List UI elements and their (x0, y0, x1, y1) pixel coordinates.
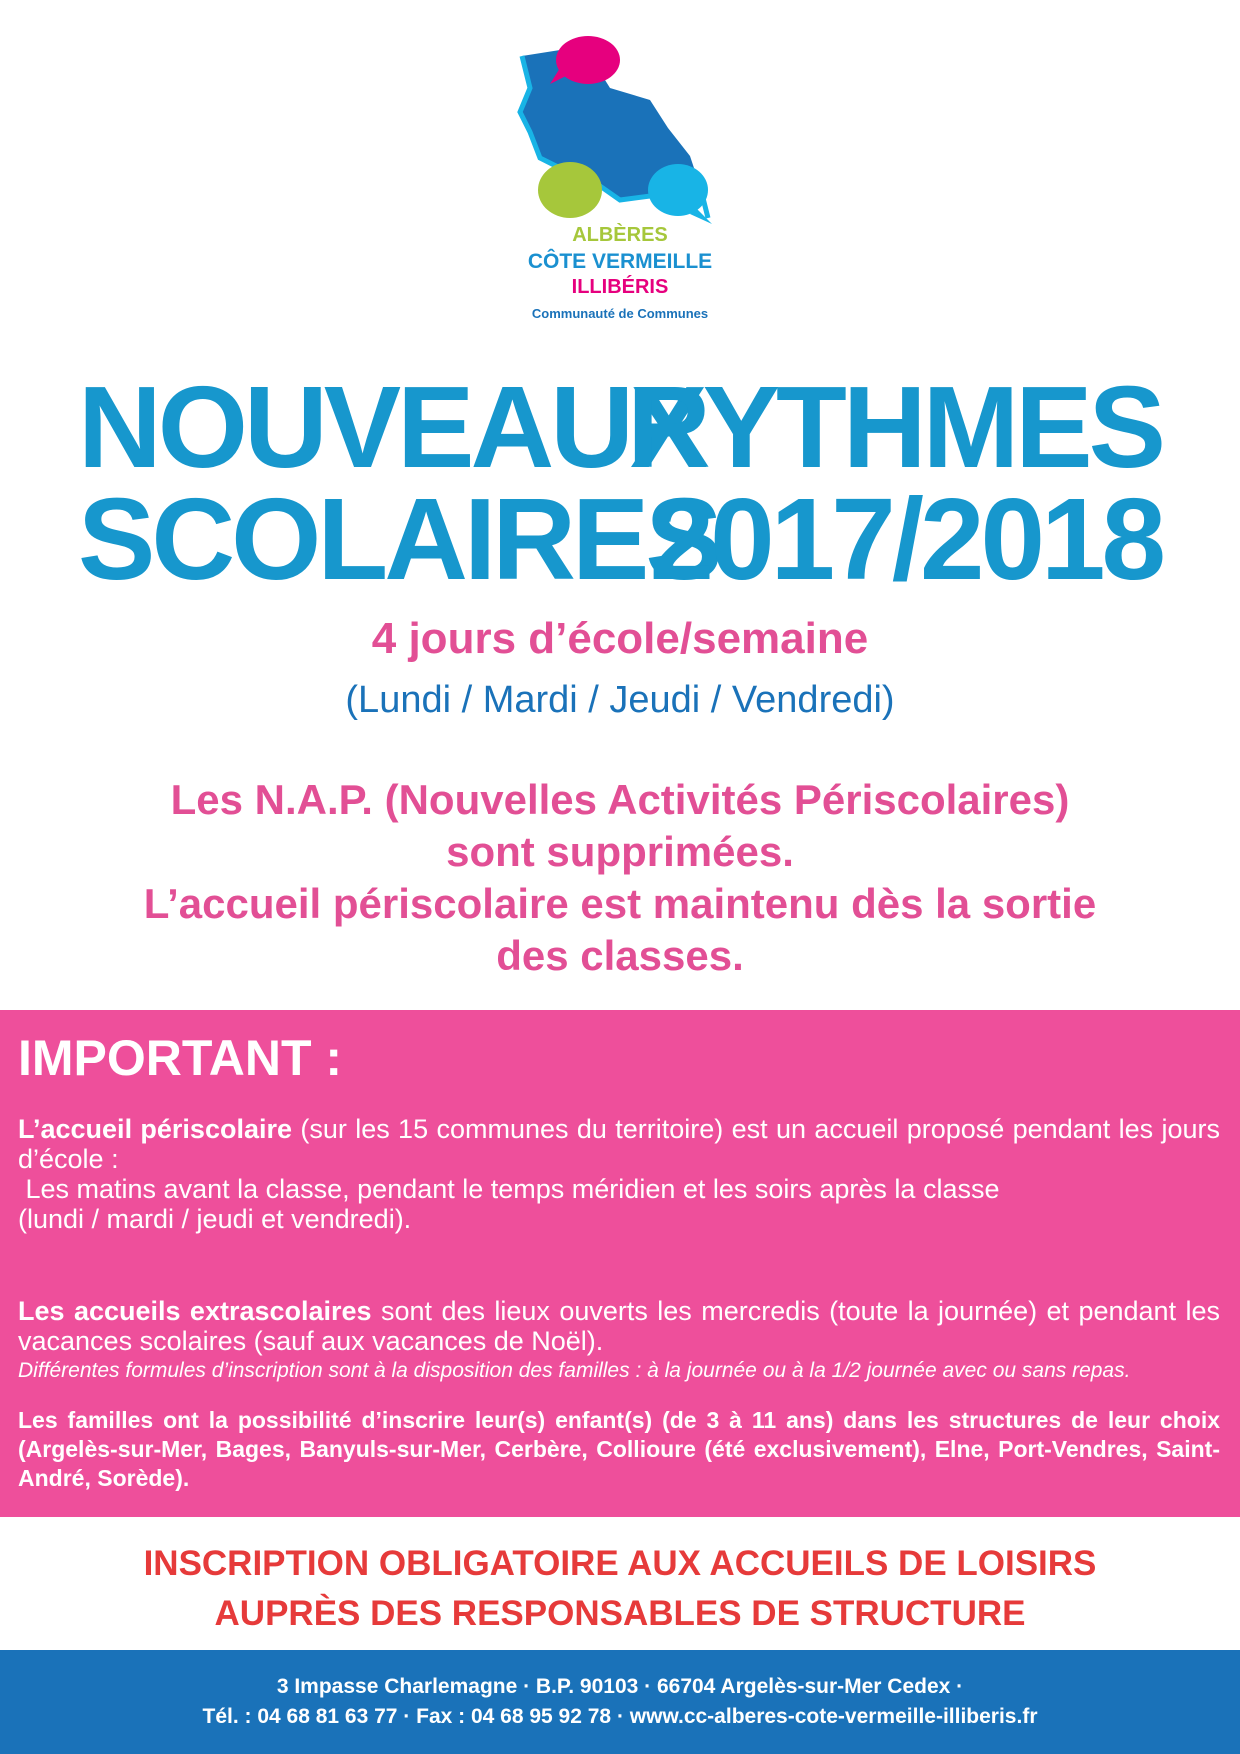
title-word-2: RYTHMES (627, 362, 1162, 492)
p1-bold: L’accueil périscolaire (18, 1114, 292, 1144)
logo-line-1: ALBÈRES (572, 224, 668, 246)
schedule-headline: 4 jours d’école/semaine (371, 614, 869, 663)
inscription-line-2: AUPRÈS DES RESPONSABLES DE STRUCTURE (214, 1594, 1026, 1633)
important-paragraph-1 (18, 1114, 1220, 1174)
title-row-2 (78, 474, 1162, 604)
p2-rest: sont des lieux ouverts les mercredis (toute la journée) et pendant les vacances scolaires (sauf aux vacances de Noël). (18, 1296, 1220, 1356)
important-box (0, 1010, 1240, 1517)
nap-line-2: sont supprimées. (446, 828, 794, 875)
footer-contact: Tél. : 04 68 81 63 77 · Fax : 04 68 95 92 78 · www.cc-alberes-cote-vermeille-illiberis.fr (202, 1705, 1038, 1728)
important-paragraph-2 (18, 1296, 1220, 1356)
p2-bold: Les accueils extrascolaires (18, 1296, 372, 1326)
nap-line-4: des classes. (496, 932, 744, 979)
important-paragraph-1-line-2: Les matins avant la classe, pendant le temps méridien et les soirs après la classe (18, 1174, 1000, 1204)
logo (500, 28, 740, 328)
important-paragraph-1-line-3: (lundi / mardi / jeudi et vendredi). (18, 1204, 412, 1234)
title-word-3: SCOLAIRES (78, 474, 719, 604)
title-word-1: NOUVEAUX (78, 362, 704, 492)
footer (0, 1650, 1240, 1754)
logo-mark-icon (500, 28, 740, 238)
title-row-1 (78, 362, 1162, 492)
title-word-4: 2017/2018 (649, 474, 1162, 604)
important-paragraph-2-italic: Différentes formules d’inscription sont à la disposition des familles : à la journée ou à la 1/2 journée avec ou sans repas. (18, 1359, 1131, 1382)
logo-line-4: Communauté de Communes (531, 306, 709, 321)
schedule-days: (Lundi / Mardi / Jeudi / Vendredi) (345, 679, 895, 721)
logo-line-3: ILLIBÉRIS (571, 276, 669, 298)
footer-address: 3 Impasse Charlemagne · B.P. 90103 · 66704 Argelès-sur-Mer Cedex · (276, 1675, 964, 1698)
inscription-line-1: INSCRIPTION OBLIGATOIRE AUX ACCUEILS DE LOISIRS (143, 1544, 1097, 1583)
important-paragraph-3: Les familles ont la possibilité d’inscrire leur(s) enfant(s) (de 3 à 11 ans) dans les structures de leur choix (Argelès-sur-Mer, Bages, Banyuls-sur-Mer, Cerbère, Collioure (été exclusivement), Elne, Port-Vendres, Saint-André, Sorède). (18, 1407, 1220, 1491)
nap-line-3: L’accueil périscolaire est maintenu dès la sortie (143, 880, 1097, 927)
logo-line-2: CÔTE VERMEILLE (527, 250, 713, 273)
important-heading: IMPORTANT : (18, 1030, 343, 1086)
p1-rest: (sur les 15 communes du territoire) est un accueil proposé pendant les jours d’école : (18, 1114, 1220, 1174)
nap-line-1: Les N.A.P. (Nouvelles Activités Périscolaires) (170, 776, 1070, 823)
